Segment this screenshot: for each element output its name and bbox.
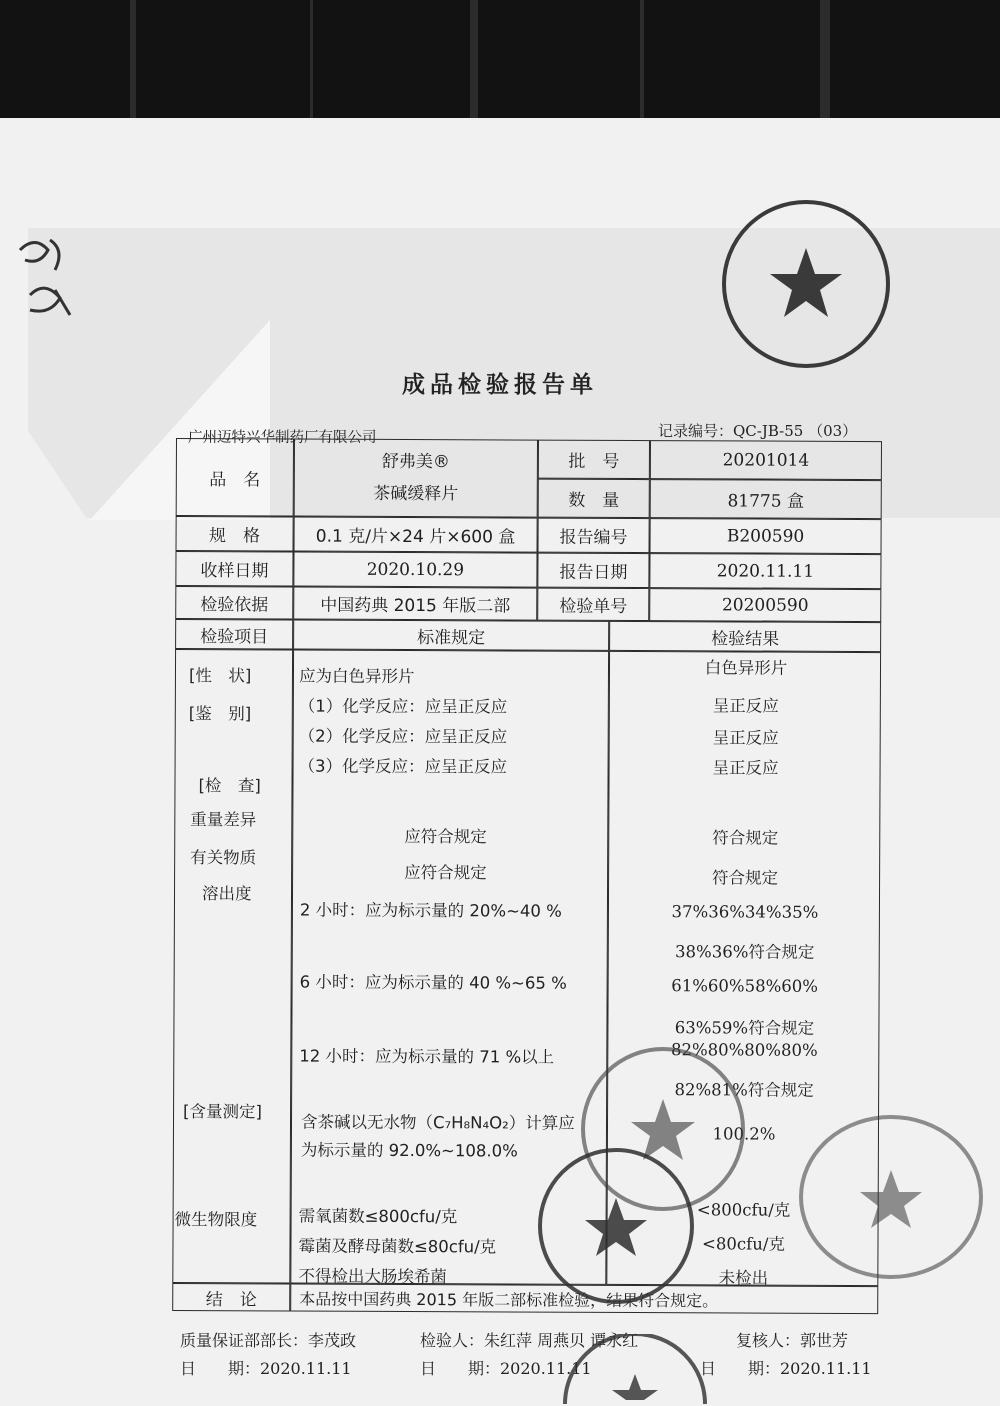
product-generic: 茶碱缓释片: [373, 483, 459, 505]
micro-result-mold: <80cfu/克: [702, 1234, 785, 1254]
stamp-bottom: [560, 1334, 710, 1406]
assay-label: [含量测定]: [183, 1102, 262, 1122]
dissolution-12h-standard: 12 小时：应为标示量的 71 %以上: [299, 1046, 555, 1067]
identify-3-result: 呈正反应: [712, 758, 779, 778]
stamp-center-lower: [536, 1146, 696, 1306]
check-label: [检 查]: [198, 776, 261, 796]
batch-value: 20201014: [650, 440, 882, 480]
dissolution-6h-standard: 6 小时：应为标示量的 40 %~65 %: [299, 972, 567, 993]
item-column: [172, 649, 293, 1284]
qa-head-date: 日 期：2020.11.11: [180, 1359, 352, 1378]
weight-standard: 应符合规定: [404, 826, 487, 847]
micro-result-ecoli: 未检出: [718, 1268, 769, 1288]
report-no-value: B200590: [650, 518, 882, 554]
reviewer-date: 日 期：2020.11.11: [700, 1359, 872, 1378]
col-item-header: 检验项目: [175, 619, 293, 650]
record-number: 记录编号：QC-JB-55 （03）: [658, 422, 858, 440]
appearance-result: 白色异形片: [704, 658, 788, 678]
related-standard: 应符合规定: [404, 862, 487, 883]
micro-standard-mold: 霉菌及酵母菌数≤80cfu/克: [298, 1236, 497, 1257]
product-label: 品 名: [176, 438, 294, 517]
dissolution-2h-result-1: 37%36%34%35%: [671, 902, 819, 922]
identify-2-standard: （2）化学反应：应呈正反应: [298, 726, 508, 747]
identify-label: [鉴 别]: [188, 704, 252, 724]
identify-3-standard: （3）化学反应：应呈正反应: [298, 756, 508, 777]
report-date-label: 报告日期: [537, 553, 649, 588]
quantity-label: 数 量: [538, 479, 650, 518]
batch-label: 批 号: [538, 440, 650, 479]
sample-date-label: 收样日期: [175, 551, 293, 587]
reviewer-signature: 复核人：郭世芳: [736, 1331, 849, 1350]
weight-label: 重量差异: [190, 810, 257, 830]
related-label: 有关物质: [190, 848, 257, 868]
identify-1-result: 呈正反应: [712, 696, 779, 716]
dissolution-2h-standard: 2 小时：应为标示量的 20%~40 %: [299, 900, 562, 921]
dissolution-12h-result-2: 82%81%符合规定: [674, 1080, 814, 1100]
company-name: 广州迈特兴华制药厂有限公司: [188, 430, 377, 446]
report-date-value: 2020.11.11: [649, 553, 881, 589]
micro-result-aerobic: <800cfu/克: [696, 1200, 791, 1220]
stamp-top-right: [718, 196, 894, 372]
col-standard-header: 标准规定: [293, 620, 609, 651]
product-brand: 舒弗美®: [381, 451, 450, 473]
dissolution-6h-result-2: 63%59%符合规定: [674, 1018, 815, 1038]
basis-label: 检验依据: [175, 586, 293, 620]
weight-result: 符合规定: [712, 828, 779, 848]
dissolution-2h-result-2: 38%36%符合规定: [675, 942, 815, 962]
appearance-standard: 应为白色异形片: [298, 666, 415, 687]
quantity-value: 81775 盒: [650, 479, 882, 519]
qa-head-signature: 质量保证部部长：李茂政: [180, 1331, 357, 1350]
assay-standard-line-1: 含茶碱以无水物（C₇H₈N₄O₂）计算应: [300, 1112, 575, 1133]
document-title: 成品检验报告单: [402, 372, 598, 398]
sample-date-value: 2020.10.29: [293, 552, 537, 588]
scanner-top-band: [0, 0, 1000, 118]
inspector-date: 日 期：2020.11.11: [420, 1359, 592, 1378]
related-result: 符合规定: [712, 868, 779, 888]
product-name-cell: [294, 439, 538, 518]
report-no-label: 报告编号: [538, 518, 650, 553]
assay-standard-line-2: 为标示量的 92.0%~108.0%: [300, 1140, 518, 1161]
identify-1-standard: （1）化学反应：应呈正反应: [298, 696, 508, 717]
col-result-header: 检验结果: [609, 621, 881, 652]
spec-value: 0.1 克/片×24 片×600 盒: [294, 517, 538, 553]
inspector-signature: 检验人：朱红萍 周燕贝 谭永红: [420, 1331, 639, 1350]
dissolution-12h-result-1: 82%80%80%80%: [670, 1040, 818, 1060]
dissolution-label: 溶出度: [201, 884, 252, 904]
test-no-label: 检验单号: [537, 588, 649, 621]
appearance-label: [性 状]: [188, 666, 252, 686]
test-no-value: 20200590: [649, 588, 881, 622]
handwritten-mark: [10, 220, 80, 330]
basis-value: 中国药典 2015 年版二部: [293, 587, 537, 621]
report-table: [172, 438, 882, 1321]
assay-result: 100.2%: [712, 1124, 776, 1144]
micro-standard-aerobic: 需氧菌数≤800cfu/克: [298, 1206, 458, 1227]
conclusion-label: 结 论: [172, 1283, 290, 1312]
conclusion-text: 本品按中国药典 2015 年版二部标准检验，结果符合规定。: [290, 1284, 878, 1315]
dissolution-6h-result-1: 61%60%58%60%: [671, 976, 818, 996]
micro-standard-ecoli: 不得检出大肠埃希菌: [298, 1266, 447, 1287]
identify-2-result: 呈正反应: [712, 728, 779, 748]
stamp-right: [796, 1112, 986, 1282]
spec-label: 规 格: [176, 516, 294, 552]
micro-label: 微生物限度: [174, 1210, 258, 1230]
